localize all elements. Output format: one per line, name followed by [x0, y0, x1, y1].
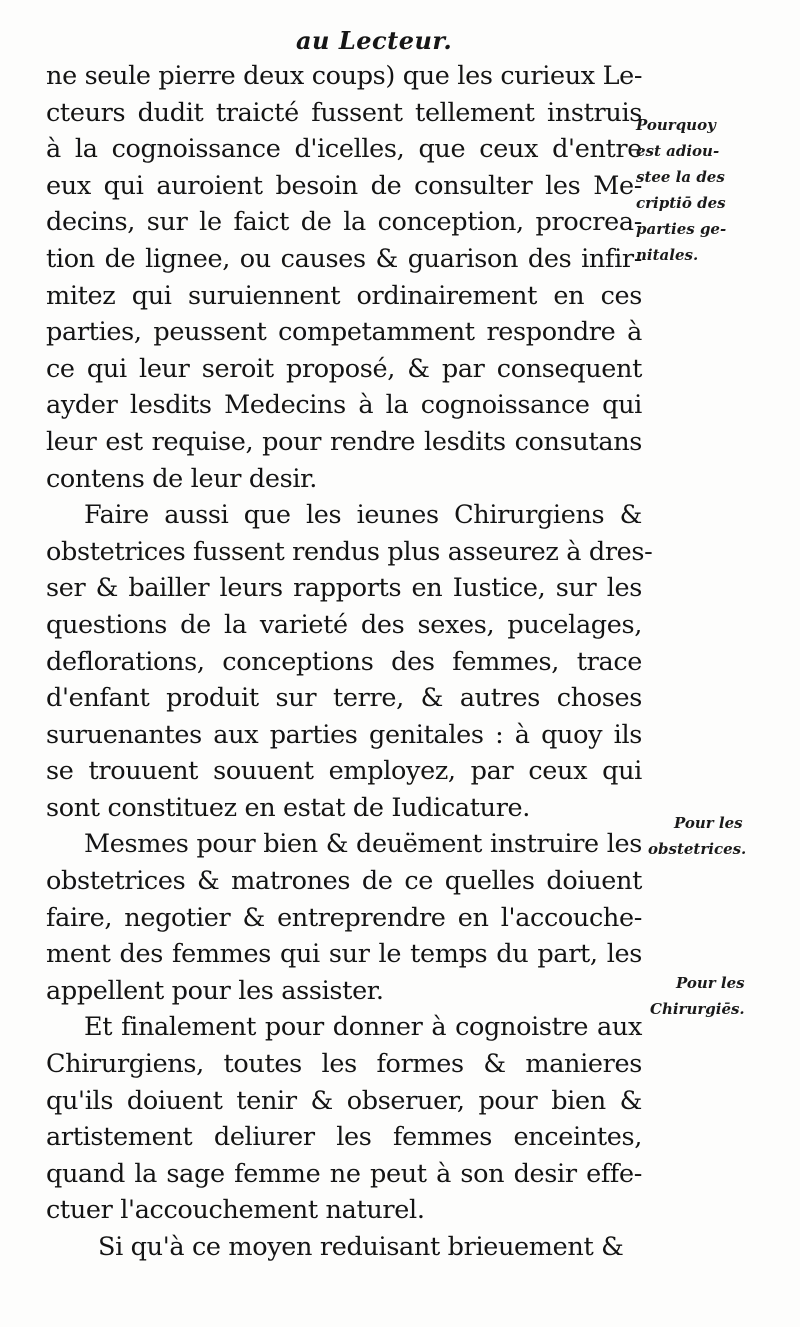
margin-note-line: est adiou- [636, 142, 720, 160]
text-line: decins, sur le faict de la conception, procrea- [46, 207, 642, 238]
text-line: faire, negotier & entreprendre en l'accouche- [46, 902, 642, 933]
margin-note-line: Pour les [674, 814, 743, 832]
running-head: au Lecteur. [296, 26, 453, 55]
text-line: obstetrices fussent rendus plus asseurez à dres- [46, 536, 653, 567]
paragraph [46, 497, 653, 826]
margin-note-line: obstetrices. [648, 840, 747, 858]
text-line: leur est requise, pour rendre lesdits consutans [46, 426, 642, 457]
text-line: deflorations, conceptions des femmes, trace [46, 646, 642, 677]
paragraph [46, 826, 642, 1009]
text-line: obstetrices & matrones de ce quelles doiuent [46, 866, 642, 897]
text-line: sont constituez en estat de Iudicature. [46, 792, 531, 823]
text-line: appellent pour les assister. [46, 975, 384, 1006]
text-line: ayder lesdits Medecins à la cognoissance qui [46, 390, 642, 421]
paragraph [46, 1009, 642, 1229]
text-line: contens de leur desir. [46, 463, 317, 494]
margin-note [650, 970, 745, 1022]
text-line: ctuer l'accouchement naturel. [46, 1195, 425, 1226]
paragraph [46, 58, 642, 497]
text-line: Faire aussi que les ieunes Chirurgiens & [84, 500, 642, 531]
text-line: tion de lignee, ou causes & guarison des infir- [46, 243, 642, 274]
text-line: cteurs dudit traicté fussent tellement instruis [46, 97, 642, 128]
text-line: parties, peussent competamment respondre à [46, 317, 642, 348]
margin-note-line: parties ge- [636, 220, 727, 238]
text-line: Chirurgiens, toutes les formes & manieres [46, 1049, 642, 1080]
text-line: eux qui auroient besoin de consulter les Me- [46, 170, 642, 201]
text-line: Mesmes pour bien & deuëment instruire les [84, 829, 642, 860]
margin-note [636, 112, 726, 268]
margin-note-line: criptiō des [636, 194, 726, 212]
text-line: ne seule pierre deux coups) que les curieux Le- [46, 61, 643, 91]
margin-note-line: nitales. [636, 246, 699, 264]
text-line: mitez qui suruiennent ordinairement en ces [46, 280, 642, 311]
text-line: d'enfant produit sur terre, & autres choses [46, 683, 642, 714]
margin-note-line: Pour les [676, 974, 745, 992]
text-line: artistement deliurer les femmes enceintes, [46, 1122, 642, 1153]
margin-note-line: stee la des [636, 168, 725, 186]
text-line: à la cognoissance d'icelles, que ceux d'entre [46, 134, 642, 165]
body-text [46, 58, 653, 1266]
margin-note-line: Pourquoy [636, 116, 716, 134]
text-line: suruenantes aux parties genitales : à quoy ils [46, 719, 642, 750]
margin-note [648, 810, 746, 862]
text-line: se trouuent souuent employez, par ceux qui [46, 756, 642, 787]
text-line: Si qu'à ce moyen reduisant brieuement & [98, 1232, 624, 1262]
paragraph [46, 1229, 642, 1266]
text-line: questions de la varieté des sexes, pucelages, [46, 609, 642, 640]
text-line: qu'ils doiuent tenir & obseruer, pour bien & [46, 1085, 642, 1116]
text-line: ser & bailler leurs rapports en Iustice, sur les [46, 573, 642, 604]
text-line: Et finalement pour donner à cognoistre aux [84, 1012, 642, 1043]
text-line: ce qui leur seroit proposé, & par consequent [46, 353, 642, 384]
text-line: quand la sage femme ne peut à son desir effe- [46, 1158, 642, 1189]
margin-note-line: Chirurgiēs. [650, 1000, 745, 1018]
text-line: ment des femmes qui sur le temps du part, les [46, 939, 642, 970]
